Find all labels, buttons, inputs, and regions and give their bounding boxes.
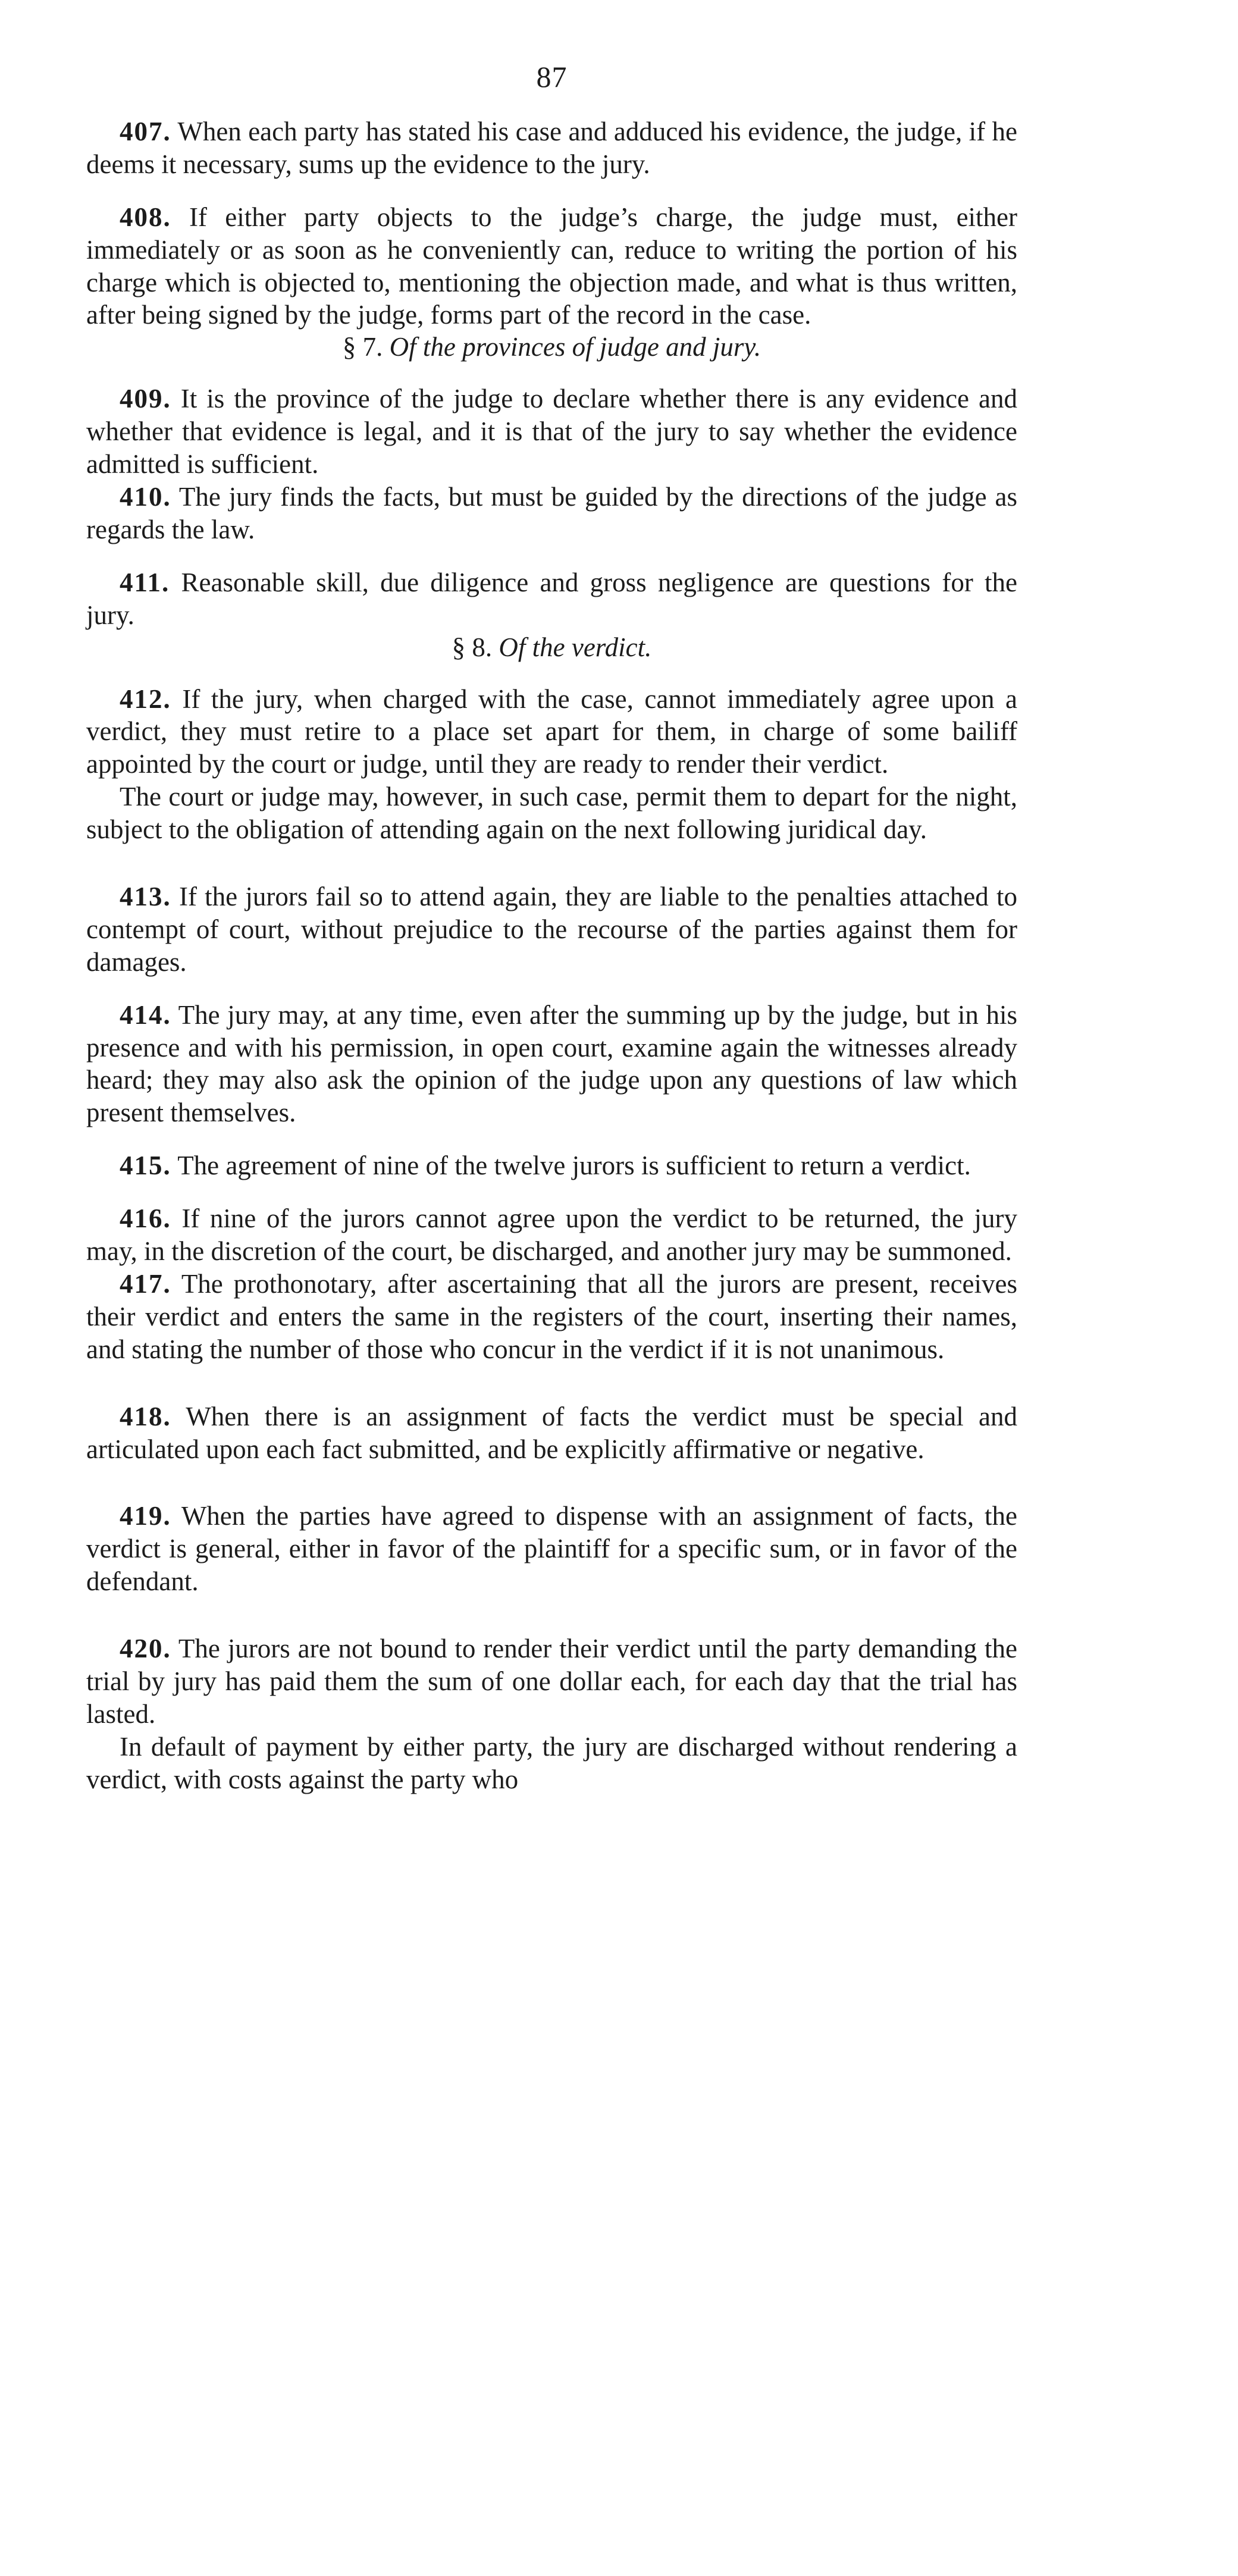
article-412-continuation: The court or judge may, however, in such case, permit them to depart for the night, subject to the obligation of attending again on the next following juridical day.	[86, 782, 1017, 845]
article-number: 415.	[120, 1151, 171, 1181]
article-number: 407.	[120, 117, 171, 146]
article-413	[86, 880, 1017, 979]
document-page	[86, 59, 1017, 1796]
article-text: If the jurors fail so to attend again, they are liable to the penalties attached to contempt of court, without prejudice to the recourse of the parties against them for damages.	[86, 882, 1017, 977]
article-text: When each party has stated his case and adduced his evidence, the judge, if he deems it necessary, sums up the evidence to the jury.	[86, 117, 1018, 179]
section-title: Of the verdict.	[499, 632, 652, 662]
article-number: 419.	[120, 1501, 171, 1531]
article-415	[86, 1149, 1017, 1182]
article-417	[86, 1268, 1017, 1366]
article-text: When there is an assignment of facts the verdict must be special and articulated upon each fact submitted, and be explicitly affirmative or negative.	[86, 1401, 1018, 1464]
article-number: 414.	[120, 999, 171, 1030]
article-text: The prothonotary, after ascertaining that all the jurors are present, receives their verdict and enters the same in the registers of the court, inserting their names, and stating the number of those who concur in the verdict if it is not unanimous.	[86, 1268, 1017, 1364]
article-410	[86, 481, 1017, 546]
page-number: 87	[536, 60, 568, 93]
section-heading-7	[86, 331, 1017, 362]
article-number: 410.	[120, 482, 171, 512]
article-411	[86, 566, 1017, 632]
article-number: 408.	[120, 202, 171, 232]
article-412	[86, 683, 1017, 781]
article-420	[86, 1632, 1017, 1731]
article-number: 416.	[120, 1204, 171, 1234]
article-416	[86, 1202, 1017, 1268]
article-number: 409.	[120, 384, 171, 414]
article-text: The jury finds the facts, but must be guided by the directions of the judge as regards the law.	[86, 482, 1018, 544]
article-number: 420.	[120, 1634, 171, 1664]
article-text: It is the province of the judge to declare whether there is any evidence and whether that evidence is legal, and it is that of the jury to say whether the evidence admitted is sufficient.	[86, 384, 1018, 480]
article-414	[86, 999, 1017, 1130]
article-text: The jurors are not bound to render their verdict until the party demanding the trial by jury has paid them the sum of one dollar each, for each day that the trial has lasted.	[86, 1634, 1018, 1729]
article-409	[86, 383, 1017, 481]
article-text: If nine of the jurors cannot agree upon the verdict to be returned, the jury may, in the discretion of the court, be discharged, and another jury may be summoned.	[86, 1204, 1017, 1267]
article-text: The agreement of nine of the twelve jurors is sufficient to return a verdict.	[177, 1151, 971, 1181]
section-heading-8	[86, 632, 1017, 663]
article-408	[86, 201, 1017, 332]
article-number: 412.	[120, 684, 171, 714]
section-title: Of the provinces of judge and jury.	[389, 332, 761, 362]
article-text: When the parties have agreed to dispense with an assignment of facts, the verdict is general, either in favor of the plaintiff for a specific sum, or in favor of the defendant.	[86, 1501, 1018, 1597]
article-418	[86, 1400, 1017, 1466]
article-text: If the jury, when charged with the case, cannot immediately agree upon a verdict, they must retire to a place set apart for them, in charge of some bailiff appointed by the court or judge, until they are ready to render their verdict.	[86, 684, 1017, 779]
article-419	[86, 1500, 1017, 1598]
article-number: 417.	[120, 1268, 171, 1299]
article-number: 411.	[120, 567, 170, 597]
section-mark: § 7.	[342, 332, 383, 362]
article-text: Reasonable skill, due diligence and gross negligence are questions for the jury.	[86, 567, 1017, 630]
article-text: If either party objects to the judge’s charge, the judge must, either immediately or as soon as he conveniently can, reduce to writing the portion of his charge which is objected to, mentioning the objection made, and what is thus written, after being signed by the judge, forms part of the record in the case.	[86, 202, 1018, 330]
article-number: 418.	[120, 1401, 171, 1431]
article-420-continuation: In default of payment by either party, the jury are discharged without rendering a verdict, with costs against the party who	[86, 1731, 1017, 1794]
article-number: 413.	[120, 882, 171, 912]
article-text: The jury may, at any time, even after the summing up by the judge, but in his presence and with his permission, in open court, examine again the witnesses already heard; they may also ask the opinion of the judge upon any questions of law which present themselves.	[86, 999, 1018, 1128]
section-mark: § 8.	[452, 632, 493, 662]
article-407	[86, 115, 1017, 181]
